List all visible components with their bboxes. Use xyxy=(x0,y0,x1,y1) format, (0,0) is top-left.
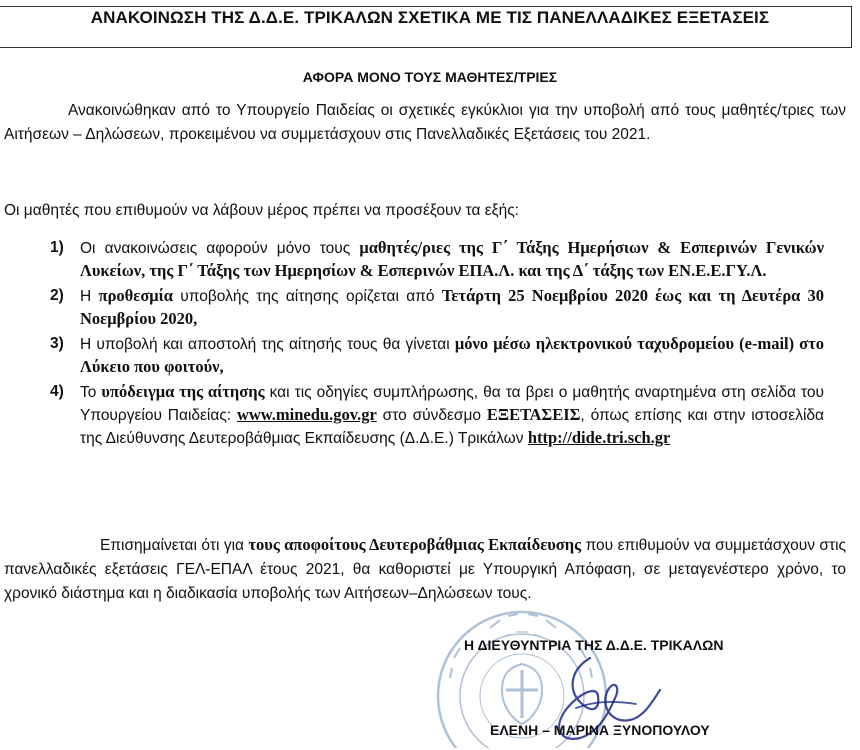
dide-link[interactable]: http://dide.tri.sch.gr xyxy=(527,428,671,447)
closing-bold: τους αποφοίτους Δευτεροβάθμιας Εκπαίδευσης xyxy=(248,535,582,554)
intro-paragraph: Ανακοινώθηκαν από το Υπουργείο Παιδείας οι σχετικές εγκύκλιοι για την υποβολή από τους μαθητές/τριες των Αιτήσεων – Δηλώσεων, προκειμένου να συμμετάσχουν στις Πανελλαδικές Εξετάσεις του 2021. xyxy=(4,102,846,143)
item-bold: ΕΞΕΤΑΣΕΙΣ xyxy=(486,405,581,424)
lead-paragraph: Οι μαθητές που επιθυμούν να λάβουν μέρος πρέπει να προσέξουν τα εξής: xyxy=(4,202,519,219)
item-bold: μαθητές/ριες της Γ΄ Τάξης Ημερήσιων & Εσπερινών Γενικών Λυκείων, της Γ΄ Τάξης των Ημερησίων & Εσπερινών ΕΠΑ.Λ. και της Δ΄ τάξης των ΕΝ.Ε.Ε.ΓΥ.Λ. xyxy=(80,238,824,280)
list-number: 1) xyxy=(50,239,64,256)
item-text: , όπως επίσης και στην ιστοσελίδα της Διεύθυνσης Δευτεροβάθμιας Εκπαίδευσης (Δ.Δ.Ε.) Τρικάλων xyxy=(80,407,824,447)
signatory-name: ΕΛΕΝΗ – ΜΑΡΙΝΑ ΞΥΝΟΠΟΥΛΟΥ xyxy=(490,722,710,738)
list-number: 3) xyxy=(50,335,64,352)
minedu-link[interactable]: www.minedu.gov.gr xyxy=(236,405,377,424)
signatory-title: Η ΔΙΕΥΘΥΝΤΡΙΑ ΤΗΣ Δ.Δ.Ε. ΤΡΙΚΑΛΩΝ xyxy=(464,637,724,653)
list-item xyxy=(0,381,824,450)
item-bold: Τετάρτη 25 Νοεμβρίου 2020 έως και τη Δευτέρα 30 Νοεμβρίου 2020, xyxy=(80,286,825,328)
item-text: στο σύνδεσμο xyxy=(376,407,487,424)
item-bold: υπόδειγμα της αίτησης xyxy=(101,382,265,401)
item-text: Η xyxy=(80,288,99,305)
item-bold: προθεσμία xyxy=(98,286,173,305)
list-number: 2) xyxy=(50,287,64,304)
closing-text: που επιθυμούν να συμμετάσχουν στις πανελλαδικές εξετάσεις ΓΕΛ-ΕΠΑΛ έτους 2021, θα καθοριστεί με Υπουργική Απόφαση, σε μεταγενέστερο χρόνο, το χρονικό διάστημα και η διαδικασία υποβολής των Αιτήσεων–Δηλώσεων τους. xyxy=(4,537,846,602)
item-text: Το xyxy=(80,384,102,401)
page-title: ΑΝΑΚΟΙΝΩΣΗ ΤΗΣ Δ.Δ.Ε. ΤΡΙΚΑΛΩΝ ΣΧΕΤΙΚΑ ΜΕ ΤΙΣ ΠΑΝΕΛΛΑΔΙΚΕΣ ΕΞΕΤΑΣΕΙΣ xyxy=(90,8,770,27)
list-number: 4) xyxy=(50,383,64,400)
item-text: Η υποβολή και αποστολή της αίτησής τους θα γίνεται xyxy=(80,336,455,353)
closing-paragraph xyxy=(4,533,846,606)
subtitle: ΑΦΟΡΑ ΜΟΝΟ ΤΟΥΣ ΜΑΘΗΤΕΣ/ΤΡΙΕΣ xyxy=(302,69,558,85)
closing-text: Επισημαίνεται ότι για xyxy=(100,537,249,554)
item-text: και τις οδηγίες συμπλήρωσης, θα τα βρει ο μαθητής αναρτημένα στη σελίδα του Υπουργείου Παιδείας: xyxy=(80,384,824,424)
list-item xyxy=(0,333,824,379)
item-text: υποβολής της αίτησης ορίζεται από xyxy=(172,288,442,305)
requirements-list xyxy=(0,237,860,452)
item-text: Οι ανακοινώσεις αφορούν μόνο τους xyxy=(80,240,360,257)
list-item xyxy=(0,285,824,331)
list-item xyxy=(0,237,824,283)
item-bold: μόνο μέσω ηλεκτρονικού ταχυδρομείου (e-mail) στο Λύκειο που φοιτούν, xyxy=(80,334,824,376)
